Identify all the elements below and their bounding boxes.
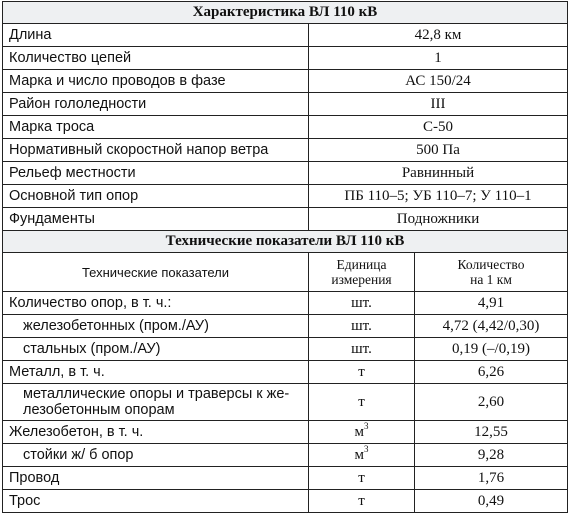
table-row — [3, 116, 568, 139]
table-row — [3, 444, 568, 467]
row-value: Равнинный — [309, 162, 568, 185]
section2-title: Технические показатели ВЛ 110 кВ — [3, 231, 568, 253]
header-quantity — [415, 253, 568, 292]
column-header-row — [3, 253, 568, 292]
row-unit: т — [309, 467, 415, 490]
row-value: 42,8 км — [309, 24, 568, 47]
row-value: Подножники — [309, 208, 568, 231]
unit-superscript: 3 — [364, 420, 369, 431]
row-value: 4,91 — [415, 292, 568, 315]
row-value: 0,49 — [415, 490, 568, 513]
vl-table — [2, 1, 568, 513]
row-unit — [309, 444, 415, 467]
row-unit — [309, 421, 415, 444]
row-label: железобетонных (пром./АУ) — [3, 315, 309, 338]
unit-superscript: 3 — [364, 443, 369, 454]
row-value: 500 Па — [309, 139, 568, 162]
row-value: ПБ 110–5; УБ 110–7; У 110–1 — [309, 185, 568, 208]
row-unit: т — [309, 361, 415, 384]
row-value: III — [309, 93, 568, 116]
row-value: 9,28 — [415, 444, 568, 467]
characteristics-document — [2, 1, 567, 513]
row-label: Трос — [3, 490, 309, 513]
row-unit: шт. — [309, 292, 415, 315]
header-unit — [309, 253, 415, 292]
header-qty-line1: Количество — [457, 257, 525, 272]
row-label: Марка и число проводов в фазе — [3, 70, 309, 93]
row-value: 1,76 — [415, 467, 568, 490]
row-unit: т — [309, 490, 415, 513]
table-row — [3, 24, 568, 47]
header-unit-line1: Единица — [336, 257, 387, 272]
table-row — [3, 315, 568, 338]
section1-title: Характеристика ВЛ 110 кВ — [3, 2, 568, 24]
table-row — [3, 361, 568, 384]
row-value: С-50 — [309, 116, 568, 139]
header-indicator: Технические показатели — [3, 253, 309, 292]
row-label: Железобетон, в т. ч. — [3, 421, 309, 444]
table-row — [3, 384, 568, 421]
row-label: Фундаменты — [3, 208, 309, 231]
row-label-line1: металлические опоры и траверсы к же- — [23, 386, 290, 402]
header-unit-line2: измерения — [331, 272, 392, 287]
row-label: Основной тип опор — [3, 185, 309, 208]
row-value: 1 — [309, 47, 568, 70]
row-label: Металл, в т. ч. — [3, 361, 309, 384]
row-label: стойки ж/ б опор — [3, 444, 309, 467]
row-label: стальных (пром./АУ) — [3, 338, 309, 361]
table-row — [3, 338, 568, 361]
row-unit: шт. — [309, 315, 415, 338]
row-label — [3, 384, 309, 421]
row-label: Район гололедности — [3, 93, 309, 116]
table-row — [3, 185, 568, 208]
row-label: Рельеф местности — [3, 162, 309, 185]
section2-title-row — [3, 231, 568, 253]
table-row — [3, 47, 568, 70]
row-value: 4,72 (4,42/0,30) — [415, 315, 568, 338]
table-row — [3, 292, 568, 315]
header-qty-line2: на 1 км — [470, 272, 512, 287]
row-unit: шт. — [309, 338, 415, 361]
table-row — [3, 93, 568, 116]
table-row — [3, 208, 568, 231]
row-value: 6,26 — [415, 361, 568, 384]
table-row — [3, 467, 568, 490]
row-value: 12,55 — [415, 421, 568, 444]
row-label: Количество цепей — [3, 47, 309, 70]
row-label: Марка троса — [3, 116, 309, 139]
row-value: 2,60 — [415, 384, 568, 421]
section1-title-row — [3, 2, 568, 24]
row-label: Нормативный скоростной напор ветра — [3, 139, 309, 162]
row-label: Провод — [3, 467, 309, 490]
row-label-line2: лезобетонным опорам — [23, 402, 175, 418]
row-value: 0,19 (–/0,19) — [415, 338, 568, 361]
row-unit: т — [309, 384, 415, 421]
table-row — [3, 490, 568, 513]
unit-text: м — [354, 446, 364, 463]
row-label: Длина — [3, 24, 309, 47]
row-value: АС 150/24 — [309, 70, 568, 93]
table-row — [3, 70, 568, 93]
table-row — [3, 162, 568, 185]
table-row — [3, 421, 568, 444]
unit-text: м — [354, 423, 364, 440]
table-row — [3, 139, 568, 162]
row-label: Количество опор, в т. ч.: — [3, 292, 309, 315]
